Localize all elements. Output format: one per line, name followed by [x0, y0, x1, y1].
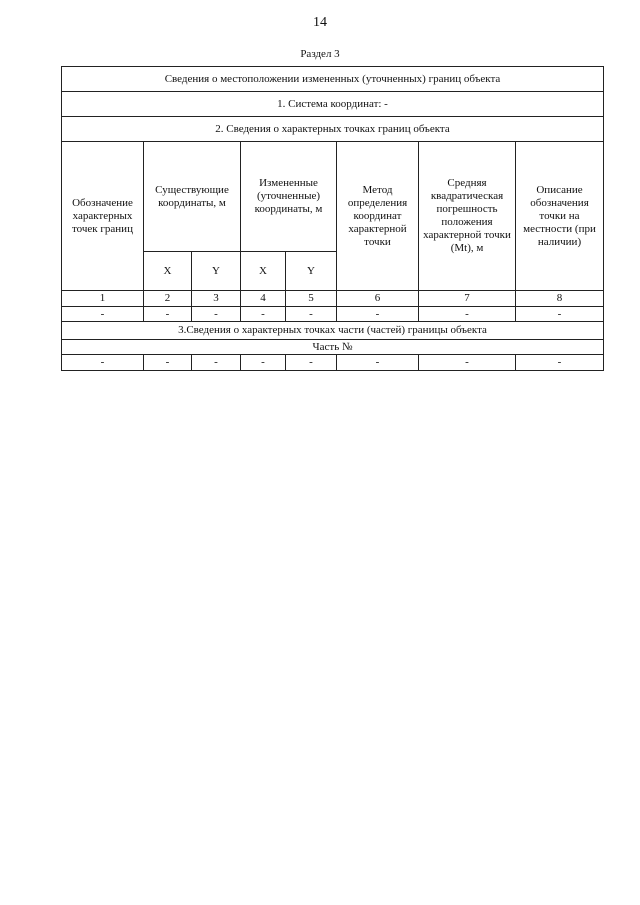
- col-number: 1: [62, 291, 144, 307]
- table-cell: -: [337, 355, 419, 371]
- boundary-table: [61, 66, 604, 371]
- table-cell: -: [419, 355, 516, 371]
- header-row: [62, 142, 604, 252]
- table-row: [62, 307, 604, 322]
- parts-heading: 3.Сведения о характерных точках части (частей) границы объекта: [62, 322, 604, 340]
- table-title-row: [62, 67, 604, 92]
- table-cell: -: [241, 355, 286, 371]
- table-cell: -: [286, 307, 337, 322]
- header-existing-y: Y: [192, 252, 241, 291]
- header-changed-x: X: [241, 252, 286, 291]
- col-number: 4: [241, 291, 286, 307]
- col-number: 8: [516, 291, 604, 307]
- col-number: 5: [286, 291, 337, 307]
- table-row: [62, 355, 604, 371]
- table-cell: -: [516, 307, 604, 322]
- header-description: Описание обозначения точки на местности (при наличии): [516, 142, 604, 291]
- part-number-row: [62, 340, 604, 355]
- section-title: Раздел 3: [300, 48, 340, 60]
- parts-heading-row: [62, 322, 604, 340]
- table-cell: -: [192, 355, 241, 371]
- table-cell: -: [516, 355, 604, 371]
- points-heading-row: [62, 117, 604, 142]
- table-cell: -: [192, 307, 241, 322]
- col-number: 3: [192, 291, 241, 307]
- table-cell: -: [241, 307, 286, 322]
- table-cell: -: [419, 307, 516, 322]
- header-changed-y: Y: [286, 252, 337, 291]
- col-number: 6: [337, 291, 419, 307]
- table-cell: -: [62, 307, 144, 322]
- points-heading: 2. Сведения о характерных точках границ объекта: [62, 117, 604, 142]
- table-cell: -: [337, 307, 419, 322]
- table-cell: -: [144, 307, 192, 322]
- table-title: Сведения о местоположении измененных (уточненных) границ объекта: [62, 67, 604, 92]
- page-number: 14: [313, 15, 327, 30]
- table-cell: -: [144, 355, 192, 371]
- header-existing: Существующие координаты, м: [144, 142, 241, 252]
- header-changed: Измененные (уточненные) координаты, м: [241, 142, 337, 252]
- header-designation: Обозначение характерных точек границ: [62, 142, 144, 291]
- col-number: 7: [419, 291, 516, 307]
- header-existing-x: X: [144, 252, 192, 291]
- col-number: 2: [144, 291, 192, 307]
- column-numbers-row: [62, 291, 604, 307]
- header-error: Средняя квадратическая погрешность положения характерной точки (Mt), м: [419, 142, 516, 291]
- table-cell: -: [286, 355, 337, 371]
- part-number-label: Часть №: [62, 340, 604, 355]
- coord-system: 1. Система координат: -: [62, 92, 604, 117]
- coord-system-row: [62, 92, 604, 117]
- header-method: Метод определения координат характерной точки: [337, 142, 419, 291]
- table-cell: -: [62, 355, 144, 371]
